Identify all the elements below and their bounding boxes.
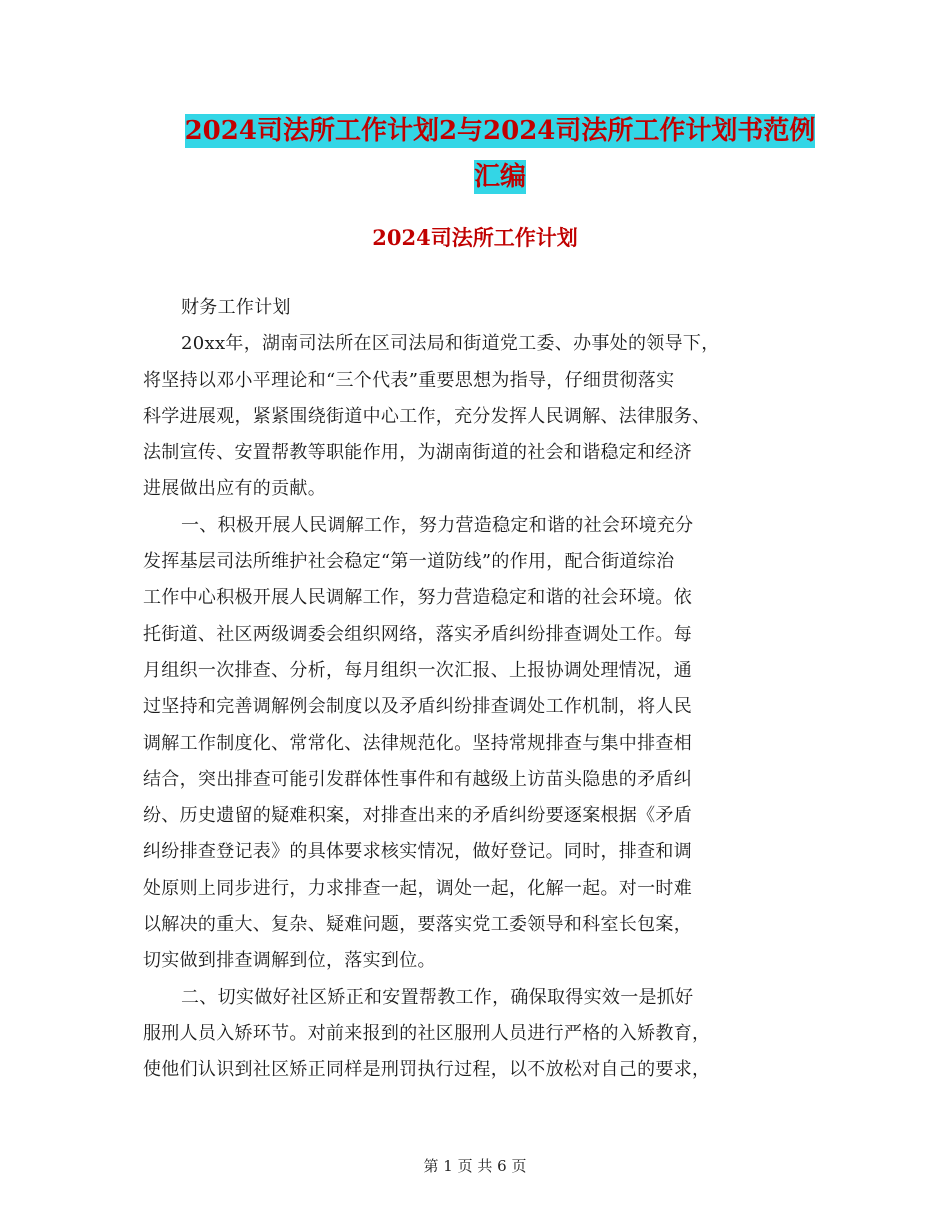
body-line: 纷、历史遗留的疑难积案，对排查出来的矛盾纠纷要逐案根据《矛盾 [143, 805, 692, 827]
document-title-line1: 2024司法所工作计划2与2024司法所工作计划书范例 [184, 116, 816, 146]
section-title: 2024司法所工作计划 [372, 225, 578, 250]
body-line: 一、积极开展人民调解工作，努力营造稳定和谐的社会环境充分 [181, 514, 694, 536]
document-body [143, 290, 811, 1089]
body-line: 20xx年，湖南司法所在区司法局和街道党工委、办事处的领导下， [181, 333, 720, 355]
body-line: 切实做到排查调解到位，落实到位。 [143, 950, 436, 972]
body-line: 法制宣传、安置帮教等职能作用，为湖南街道的社会和谐稳定和经济 [143, 442, 692, 464]
body-line: 科学进展观，紧紧围绕街道中心工作，充分发挥人民调解、法律服务、 [143, 405, 711, 427]
body-line: 发挥基层司法所维护社会稳定“第一道防线”的作用，配合街道综治 [143, 551, 675, 573]
body-line: 月组织一次排查、分析，每月组织一次汇报、上报协调处理情况，通 [143, 659, 692, 681]
body-line: 调解工作制度化、常常化、法律规范化。坚持常规排查与集中排查相 [143, 732, 692, 754]
body-line: 二、切实做好社区矫正和安置帮教工作，确保取得实效一是抓好 [181, 986, 694, 1008]
body-heading: 财务工作计划 [181, 297, 291, 318]
page-footer: 第 1 页 共 6 页 [423, 1157, 527, 1175]
body-line: 处原则上同步进行，力求排查一起，调处一起，化解一起。对一时难 [143, 877, 692, 899]
body-paragraphs [143, 326, 811, 1088]
body-line: 进展做出应有的贡献。 [143, 478, 326, 500]
body-line: 纠纷排查登记表》的具体要求核实情况，做好登记。同时，排查和调 [143, 841, 692, 863]
body-line: 服刑人员入矫环节。对前来报到的社区服刑人员进行严格的入矫教育， [143, 1022, 711, 1044]
body-line: 以解决的重大、复杂、疑难问题，要落实党工委领导和科室长包案， [143, 914, 692, 936]
document-title-line2: 汇编 [473, 162, 526, 192]
body-line: 工作中心积极开展人民调解工作，努力营造稳定和谐的社会环境。依 [143, 587, 692, 609]
body-line: 将坚持以邓小平理论和“三个代表”重要思想为指导，仔细贯彻落实 [143, 369, 675, 391]
body-line: 结合，突出排查可能引发群体性事件和有越级上访苗头隐患的矛盾纠 [143, 768, 692, 790]
body-line: 使他们认识到社区矫正同样是刑罚执行过程，以不放松对自己的要求， [143, 1059, 711, 1081]
body-line: 托街道、社区两级调委会组织网络，落实矛盾纠纷排查调处工作。每 [143, 623, 692, 645]
body-line: 过坚持和完善调解例会制度以及矛盾纠纷排查调处工作机制，将人民 [143, 696, 692, 718]
document-title [100, 108, 900, 200]
